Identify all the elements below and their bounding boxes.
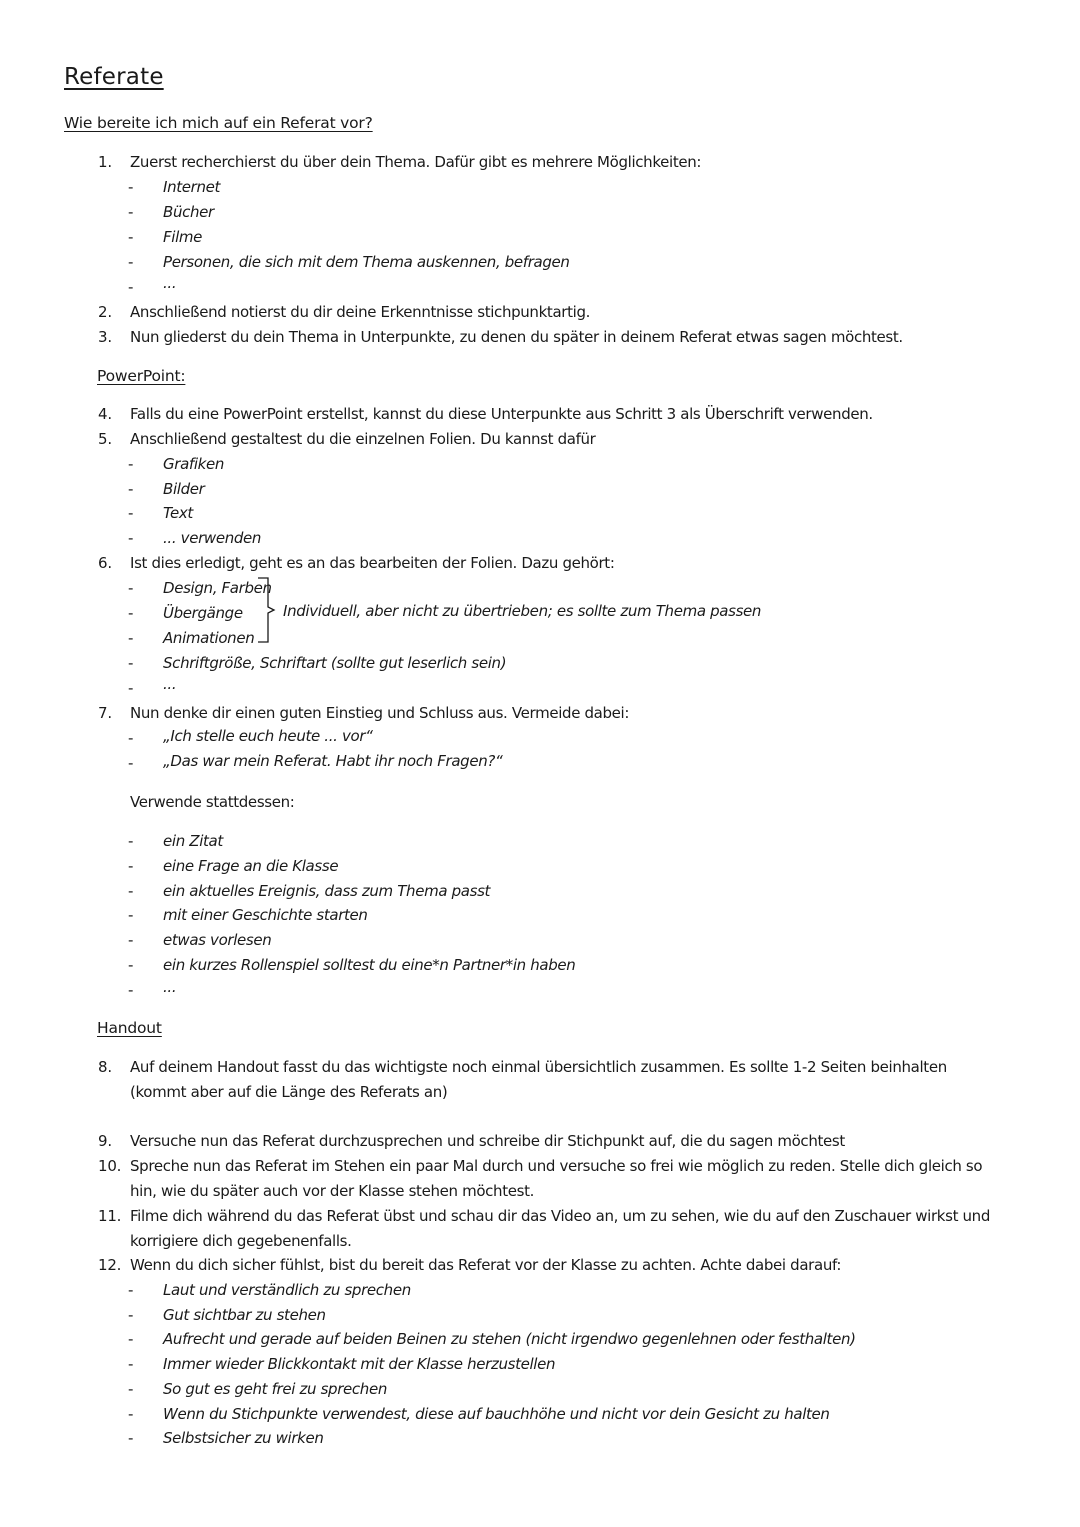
bullet-dash: - xyxy=(128,1405,134,1423)
bullet-dash: - xyxy=(128,629,134,647)
list-item: Grafiken xyxy=(163,455,225,473)
step-number: 12. xyxy=(98,1256,122,1274)
step-number: 2. xyxy=(98,303,112,321)
bullet-dash: - xyxy=(128,679,134,697)
bullet-dash: - xyxy=(128,981,134,999)
list-item: Design, Farben xyxy=(163,579,272,597)
bullet-dash: - xyxy=(128,882,134,900)
list-item: ... xyxy=(163,978,177,996)
bullet-dash: - xyxy=(128,931,134,949)
step-text: Anschließend gestaltest du die einzelnen Folien. Du kannst dafür xyxy=(130,430,596,448)
bullet-dash: - xyxy=(128,857,134,875)
step-text: Wenn du dich sicher fühlst, bist du bereit das Referat vor der Klasse zu achten. Achte dabei darauf: xyxy=(130,1256,842,1274)
bullet-dash: - xyxy=(128,1330,134,1348)
list-item: Bilder xyxy=(163,480,205,498)
list-item: Bücher xyxy=(163,203,214,221)
instead-label: Verwende stattdessen: xyxy=(130,793,295,811)
bullet-dash: - xyxy=(128,579,134,597)
bullet-dash: - xyxy=(128,754,134,772)
bullet-dash: - xyxy=(128,654,134,672)
list-item: So gut es geht frei zu sprechen xyxy=(163,1380,387,1398)
bullet-dash: - xyxy=(128,1429,134,1447)
bullet-dash: - xyxy=(128,729,134,747)
bullet-dash: - xyxy=(128,1306,134,1324)
step-text: Filme dich während du das Referat übst und schau dir das Video an, um zu sehen, wie du auf den Zuschauer wirkst und korrigiere dich gegebenenfalls. xyxy=(130,1207,991,1250)
bullet-dash: - xyxy=(128,956,134,974)
bullet-dash: - xyxy=(128,203,134,221)
step-text: Ist dies erledigt, geht es an das bearbeiten der Folien. Dazu gehört: xyxy=(130,554,615,572)
list-item: ein Zitat xyxy=(163,832,223,850)
bullet-dash: - xyxy=(128,529,134,547)
bullet-dash: - xyxy=(128,480,134,498)
list-item: ... xyxy=(163,675,177,693)
list-item: mit einer Geschichte starten xyxy=(163,906,368,924)
step-number: 4. xyxy=(98,405,112,423)
list-item: ein aktuelles Ereignis, dass zum Thema passt xyxy=(163,882,491,900)
step-number: 10. xyxy=(98,1157,122,1175)
section-heading-handout: Handout xyxy=(97,1019,162,1037)
list-item: Laut und verständlich zu sprechen xyxy=(163,1281,411,1299)
list-item: Schriftgröße, Schriftart (sollte gut leserlich sein) xyxy=(163,654,507,672)
list-item: Filme xyxy=(163,228,203,246)
step-text: Anschließend notierst du dir deine Erkenntnisse stichpunktartig. xyxy=(130,303,591,321)
list-item: Selbstsicher zu wirken xyxy=(163,1429,324,1447)
list-item: Wenn du Stichpunkte verwendest, diese auf bauchhöhe und nicht vor dein Gesicht zu halten xyxy=(163,1405,830,1423)
bullet-dash: - xyxy=(128,832,134,850)
list-item: ein kurzes Rollenspiel solltest du eine*n Partner*in haben xyxy=(163,956,576,974)
list-item: Gut sichtbar zu stehen xyxy=(163,1306,326,1324)
bullet-dash: - xyxy=(128,1380,134,1398)
list-item: „Ich stelle euch heute ... vor“ xyxy=(163,727,373,745)
bullet-dash: - xyxy=(128,1355,134,1373)
bullet-dash: - xyxy=(128,178,134,196)
list-item: Übergänge xyxy=(163,604,243,622)
list-item: Text xyxy=(163,504,193,522)
step-number: 11. xyxy=(98,1207,122,1225)
brace-note: Individuell, aber nicht zu übertrieben; es sollte zum Thema passen xyxy=(283,602,762,620)
list-item: ... verwenden xyxy=(163,529,262,547)
list-item: Animationen xyxy=(163,629,255,647)
list-item: ... xyxy=(163,274,177,292)
list-item: Aufrecht und gerade auf beiden Beinen zu stehen (nicht irgendwo gegenlehnen oder festhalten) xyxy=(163,1330,856,1348)
list-item: Internet xyxy=(163,178,221,196)
list-item: Personen, die sich mit dem Thema auskennen, befragen xyxy=(163,253,570,271)
step-number: 3. xyxy=(98,328,112,346)
bullet-dash: - xyxy=(128,1281,134,1299)
step-text: Auf deinem Handout fasst du das wichtigste noch einmal übersichtlich zusammen. Es sollte 1-2 Seiten beinhalten (kommt aber auf die Länge des Referats an) xyxy=(130,1058,947,1101)
bullet-dash: - xyxy=(128,455,134,473)
step-number: 8. xyxy=(98,1058,112,1076)
bullet-dash: - xyxy=(128,504,134,522)
bullet-dash: - xyxy=(128,906,134,924)
right-brace-icon xyxy=(254,576,278,644)
page-subtitle: Wie bereite ich mich auf ein Referat vor? xyxy=(64,114,373,132)
step-text: Spreche nun das Referat im Stehen ein paar Mal durch und versuche so frei wie möglich zu reden. Stelle dich gleich so hin, wie du später auch vor der Klasse stehen möchtest. xyxy=(130,1157,983,1200)
page-title: Referate xyxy=(64,64,164,90)
section-heading-powerpoint: PowerPoint: xyxy=(97,367,186,385)
list-item: eine Frage an die Klasse xyxy=(163,857,339,875)
step-text: Zuerst recherchierst du über dein Thema. Dafür gibt es mehrere Möglichkeiten: xyxy=(130,153,702,171)
step-number: 9. xyxy=(98,1132,112,1150)
step-number: 7. xyxy=(98,704,112,722)
step-number: 5. xyxy=(98,430,112,448)
list-item: etwas vorlesen xyxy=(163,931,272,949)
step-text: Nun gliederst du dein Thema in Unterpunkte, zu denen du später in deinem Referat etwas sagen möchtest. xyxy=(130,328,903,346)
bullet-dash: - xyxy=(128,604,134,622)
list-item: „Das war mein Referat. Habt ihr noch Fragen?“ xyxy=(163,752,503,770)
step-text: Versuche nun das Referat durchzusprechen und schreibe dir Stichpunkt auf, die du sagen möchtest xyxy=(130,1132,845,1150)
step-text: Nun denke dir einen guten Einstieg und Schluss aus. Vermeide dabei: xyxy=(130,704,630,722)
bullet-dash: - xyxy=(128,278,134,296)
step-text: Falls du eine PowerPoint erstellst, kannst du diese Unterpunkte aus Schritt 3 als Überschrift verwenden. xyxy=(130,405,873,423)
step-number: 1. xyxy=(98,153,112,171)
step-number: 6. xyxy=(98,554,112,572)
bullet-dash: - xyxy=(128,253,134,271)
list-item: Immer wieder Blickkontakt mit der Klasse herzustellen xyxy=(163,1355,556,1373)
bullet-dash: - xyxy=(128,228,134,246)
